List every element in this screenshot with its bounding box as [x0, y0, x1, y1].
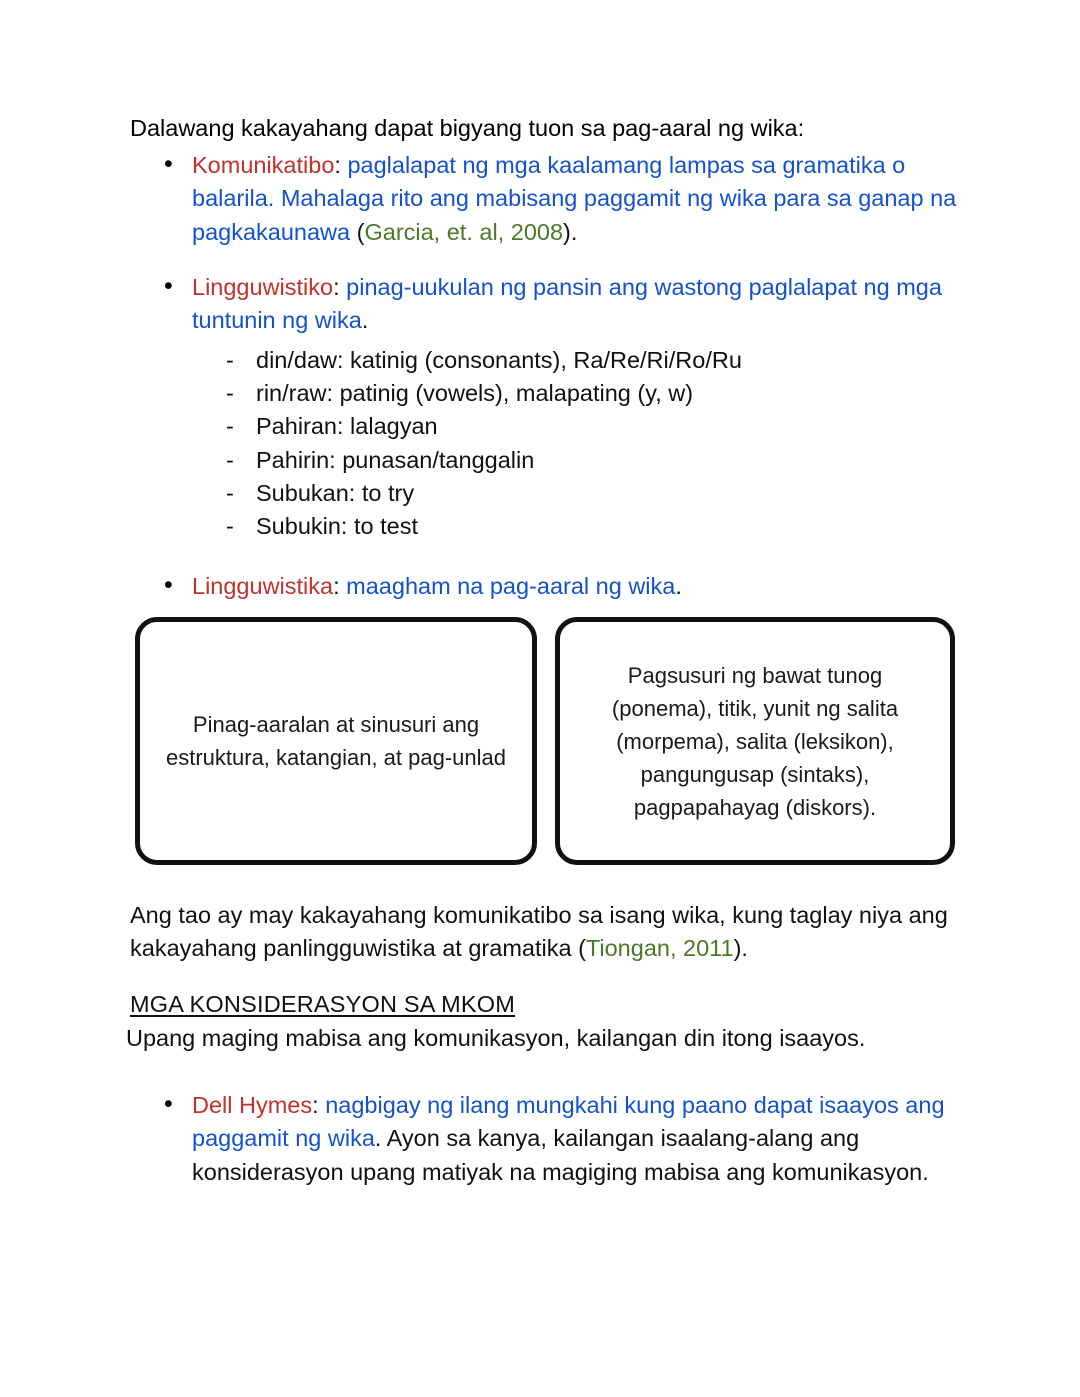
dash-item: - Pahirin: punasan/tanggalin	[130, 444, 960, 477]
dash-item: - Subukan: to try	[130, 477, 960, 510]
term-dell-hymes: Dell Hymes	[192, 1091, 313, 1118]
period-3: .	[675, 572, 682, 599]
citation-close-1: ).	[563, 218, 578, 245]
separator-3: :	[333, 572, 347, 599]
concept-box-left-text: Pinag-aaralan at sinusuri ang estruktura, katangian, at pag-unlad	[165, 712, 506, 771]
spacer	[130, 865, 960, 899]
citation-garcia: Garcia, et. al, 2008	[364, 218, 564, 245]
term-lingguwistiko: Lingguwistiko	[192, 273, 334, 300]
dash-item: - Pahiran: lalagyan	[130, 410, 960, 443]
definition-lingguwistiko: pinag-uukulan ng pansin ang wastong paglalapat ng mga tuntunin ng wika	[192, 273, 942, 334]
sub-dash-list	[130, 344, 960, 544]
concept-boxes	[135, 617, 960, 865]
citation-open-1: (	[356, 218, 365, 245]
bullet-dell-hymes	[130, 1089, 960, 1189]
term-komunikatibo: Komunikatibo	[192, 151, 335, 178]
citation-tiongan: Tiongan, 2011	[585, 935, 734, 962]
separator-2: :	[333, 273, 347, 300]
section-heading: MGA KONSIDERASYON SA MKOM	[130, 990, 515, 1017]
term-lingguwistika: Lingguwistika	[192, 572, 334, 599]
separator-1: :	[334, 151, 348, 178]
dash-item: - din/daw: katinig (consonants), Ra/Re/Ri/Ro/Ru	[130, 344, 960, 377]
spacer	[130, 544, 960, 570]
concept-box-right-text: Pagsusuri ng bawat tunog (ponema), titik, yunit ng salita (morpema), salita (leksikon), pangungusap (sintaks), pagpapahayag (diskors).	[611, 662, 899, 820]
separator-4: :	[312, 1091, 326, 1118]
intro-line: Dalawang kakayahang dapat bigyang tuon sa pag-aaral ng wika:	[130, 115, 805, 141]
citation-open-2: (	[578, 935, 586, 962]
period-2: .	[361, 307, 369, 334]
concept-box-left	[135, 617, 537, 865]
definition-lingguwistika: maagham na pag-aaral ng wika	[346, 572, 676, 599]
dash-item: - rin/raw: patinig (vowels), malapating (y, w)	[130, 377, 960, 410]
paragraph-after-boxes	[130, 899, 990, 965]
document-content	[126, 112, 960, 1195]
bullet-lingguwistiko	[130, 271, 960, 338]
after-boxes-text: Ang tao ay may kakayahang komunikatibo sa isang wika, kung taglay niya ang kakayahang panlingguwistika at gramatika	[130, 902, 948, 962]
citation-close-2: ).	[733, 935, 748, 962]
definition-dell-hymes-black: . Ayon sa kanya, kailangan isaalang-alang ang konsiderasyon upang matiyak na magiging mabisa ang komunikasyon.	[192, 1125, 929, 1185]
concept-box-right	[555, 617, 955, 865]
spacer	[130, 1055, 960, 1089]
definition-dell-hymes-blue: nagbigay ng ilang mungkahi kung paano dapat isaayos ang paggamit ng wika	[192, 1091, 945, 1152]
bullet-list-lingguwistika	[130, 570, 960, 603]
section-paragraph: Upang maging mabisa ang komunikasyon, kailangan din itong isaayos.	[126, 1024, 866, 1051]
definition-komunikatibo: paglalapat ng mga kaalamang lampas sa gramatika o balarila. Mahalaga rito ang mabisang paggamit ng wika para sa ganap na pagkakaunawa	[192, 151, 957, 245]
main-bullet-list	[130, 149, 960, 338]
dash-item: - Subukin: to test	[130, 510, 960, 543]
bullet-komunikatibo	[130, 149, 960, 249]
bullet-list-dell-hymes	[130, 1089, 960, 1189]
spacer	[130, 965, 960, 991]
bullet-lingguwistika	[130, 570, 960, 603]
